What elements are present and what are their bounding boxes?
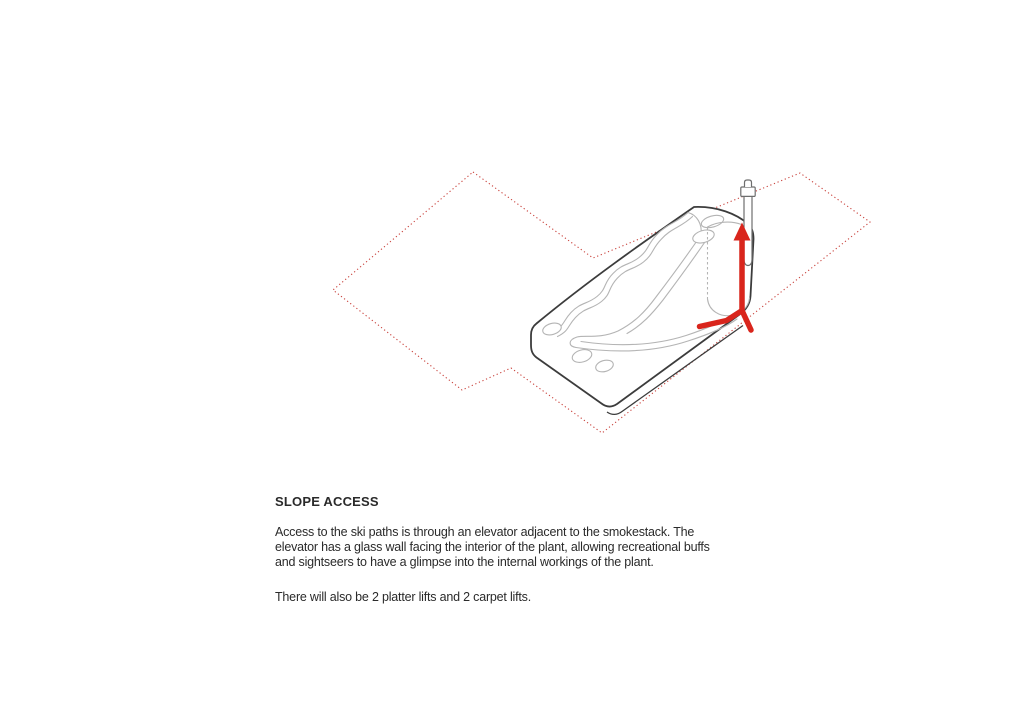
smokestack-tip — [745, 180, 752, 187]
section-heading: SLOPE ACCESS — [275, 494, 379, 509]
smokestack-cap — [741, 187, 755, 196]
body-paragraph-2: There will also be 2 platter lifts and 2 carpet lifts. — [275, 590, 531, 604]
caption-block — [275, 494, 775, 605]
body-line-2: elevator has a glass wall facing the interior of the plant, allowing recreational buffs — [275, 540, 710, 554]
body-line-1: Access to the ski paths is through an elevator adjacent to the smokestack. The — [275, 525, 695, 539]
body-paragraph-1 — [275, 525, 775, 570]
arrow-right-arm — [742, 311, 751, 331]
body-line-3: and sightseers to have a glimpse into the internal workings of the plant. — [275, 555, 654, 569]
building-outline — [531, 207, 754, 407]
